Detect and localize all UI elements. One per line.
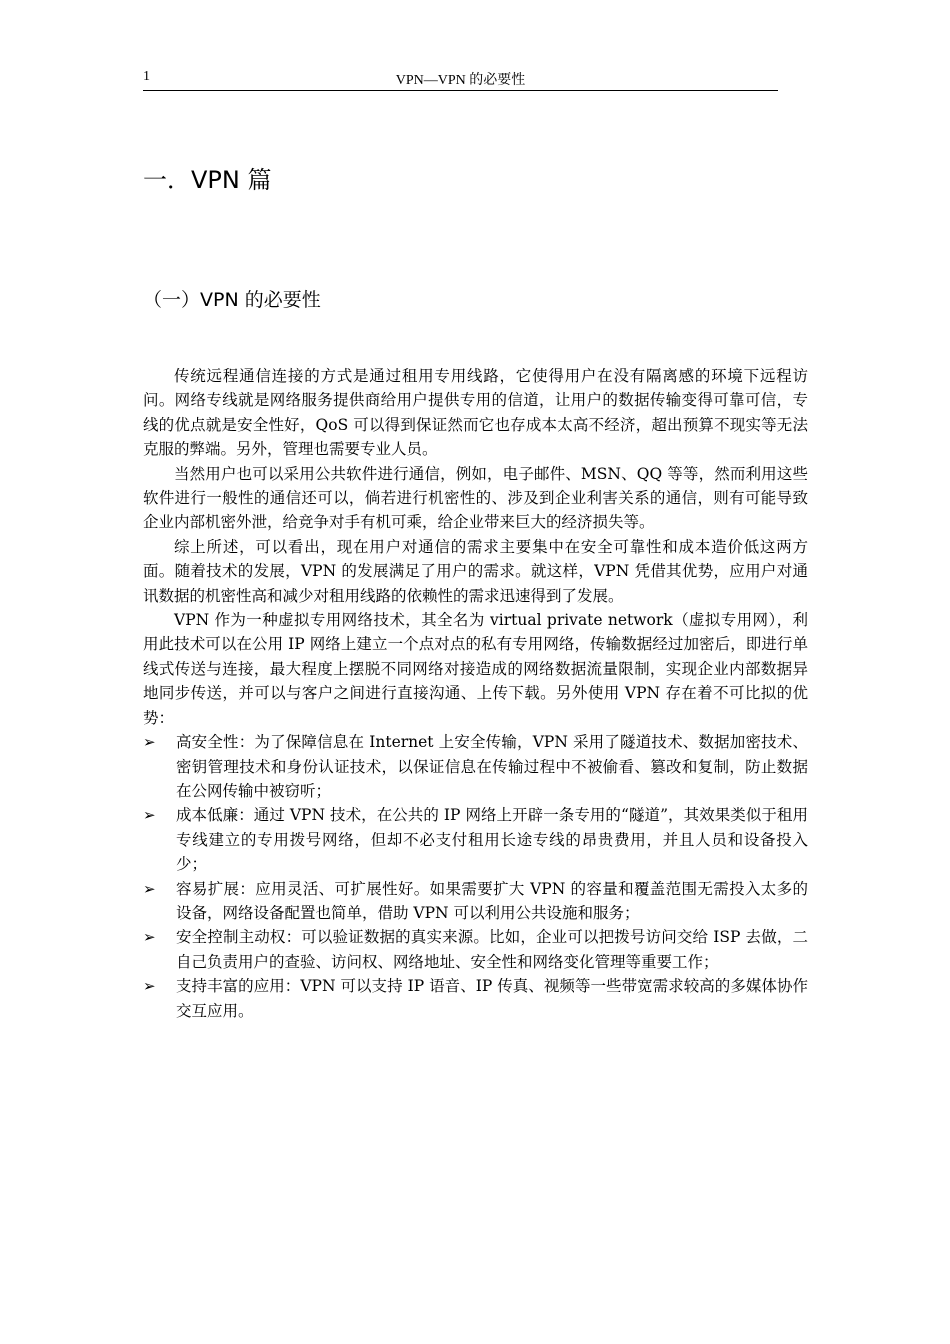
paragraph: 综上所述，可以看出，现在用户对通信的需求主要集中在安全可靠性和成本造价低这两方面。随着技术的发展，VPN 的发展满足了用户的需求。就这样，VPN 凭借其优势，应用户对通讯数据的机密性高和减少对租用线路的依赖性的需求迅速得到了发展。 bbox=[143, 537, 808, 605]
section-title: （一）VPN 的必要性 bbox=[143, 289, 321, 311]
list-item bbox=[143, 925, 808, 974]
paragraph: VPN 作为一种虚拟专用网络技术，其全名为 virtual private network（虚拟专用网），利用此技术可以在公用 IP 网络上建立一个点对点的私有专用网络，传输数据经过加密后，即进行单线式传送与连接，最大程度上摆脱不同网络对接造成的网络数据流量限制，实现企业内部数据异地同步传送，并可以与客户之间进行直接沟通、上传下载。另外使用 VPN 存在着不可比拟的优势： bbox=[143, 611, 808, 727]
list-item-text: 支持丰富的应用：VPN 可以支持 IP 语音、IP 传真、视频等一些带宽需求较高的多媒体协作交互应用。 bbox=[176, 977, 808, 1020]
page-number: 1 bbox=[143, 69, 150, 84]
list-item bbox=[143, 730, 808, 803]
arrow-bullet-icon: ➢ bbox=[143, 733, 156, 752]
list-item-text: 高安全性：为了保障信息在 Internet 上安全传输，VPN 采用了隧道技术、数据加密技术、密钥管理技术和身份认证技术，以保证信息在传输过程中不被偷看、篡改和复制，防止数据在公网传输中被窃听； bbox=[176, 733, 808, 800]
paragraph: 传统远程通信连接的方式是通过租用专用线路，它使得用户在没有隔离感的环境下远程访问。网络专线就是网络服务提供商给用户提供专用的信道，让用户的数据传输变得可靠可信，专线的优点就是安全性好，QoS 可以得到保证然而它也存成本太高不经济，超出预算不现实等无法克服的弊端。另外，管理也需要专业人员。 bbox=[143, 367, 808, 459]
advantages-list bbox=[143, 730, 808, 1023]
chapter-title: 一．VPN 篇 bbox=[143, 166, 272, 194]
arrow-bullet-icon: ➢ bbox=[143, 977, 156, 996]
page-header bbox=[143, 66, 778, 91]
arrow-bullet-icon: ➢ bbox=[143, 879, 156, 898]
paragraph: 当然用户也可以采用公共软件进行通信，例如，电子邮件、MSN、QQ 等等，然而利用这些软件进行一般性的通信还可以，倘若进行机密性的、涉及到企业利害关系的通信，则有可能导致企业内部机密外泄，给竞争对手有机可乘，给企业带来巨大的经济损失等。 bbox=[143, 464, 808, 532]
list-item-text: 成本低廉：通过 VPN 技术，在公共的 IP 网络上开辟一条专用的“隧道”，其效果类似于租用专线建立的专用拨号网络，但却不必支付租用长途专线的昂贵费用，并且人员和设备投入少； bbox=[176, 806, 808, 874]
list-item-text: 安全控制主动权：可以验证数据的真实来源。比如，企业可以把拨号访问交给 ISP 去做，二自己负责用户的查验、访问权、网络地址、安全性和网络变化管理等重要工作； bbox=[176, 928, 808, 971]
list-item bbox=[143, 803, 808, 876]
running-title: VPN—VPN 的必要性 bbox=[395, 73, 526, 88]
arrow-bullet-icon: ➢ bbox=[143, 806, 156, 825]
list-item bbox=[143, 974, 808, 1023]
list-item-text: 容易扩展：应用灵活、可扩展性好。如果需要扩大 VPN 的容量和覆盖范围无需投入太多的设备，网络设备配置也简单，借助 VPN 可以利用公共设施和服务； bbox=[176, 879, 808, 922]
body-text bbox=[143, 364, 808, 1023]
arrow-bullet-icon: ➢ bbox=[143, 928, 156, 947]
list-item bbox=[143, 877, 808, 926]
